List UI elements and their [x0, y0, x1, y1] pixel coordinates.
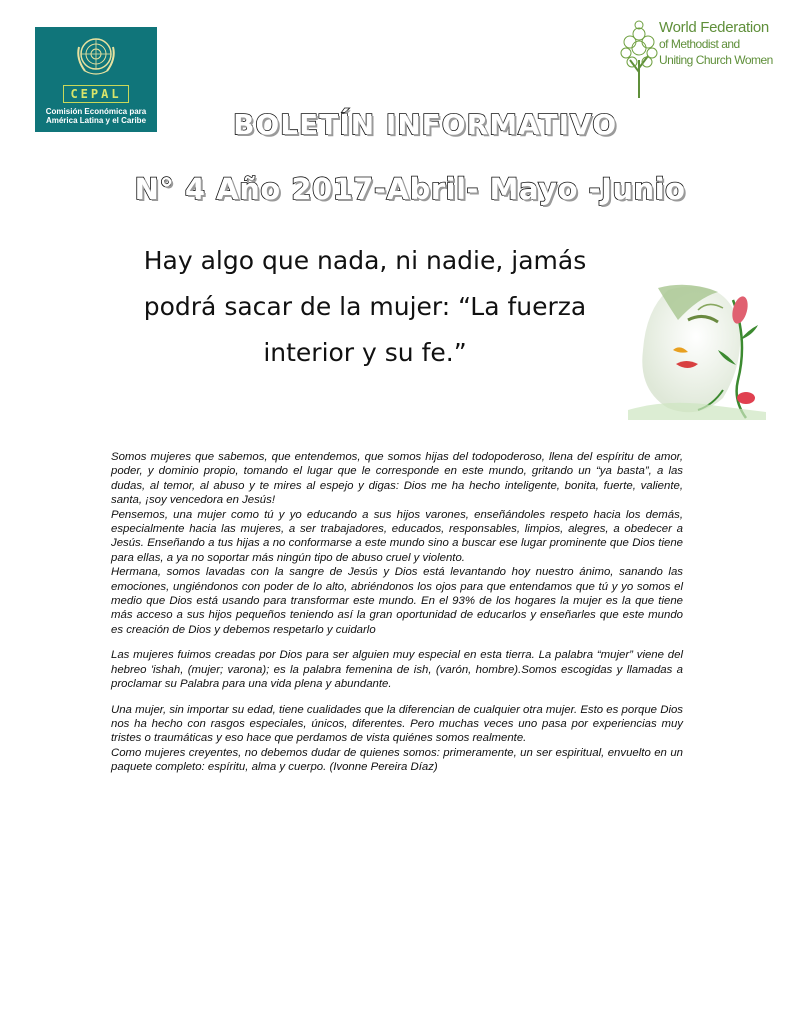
paragraph-1-part1: Somos mujeres que sabemos, que entendemos, que somos hijas del todopoderoso, llena del espíritu de amor, poder, y dominio propio, tomando el lugar que le corresponde en este mundo, gritando un “ya basta”, a las dudas, al temor, al abuso y te mires al espejo y digas: Dios me ha hecho inteligente, bonita, fuerte, valiente, santa, ¡soy vencedora en Jesús!: [111, 451, 683, 507]
cepal-name-line2: América Latina y el Caribe: [45, 116, 147, 125]
newsletter-title: BOLETÍN INFORMATIVO: [232, 108, 617, 141]
article-body: [111, 450, 683, 786]
cepal-name: [35, 107, 157, 125]
paragraph-3: [111, 703, 683, 775]
paragraph-3-part1: Una mujer, sin importar su edad, tiene cualidades que la diferencian de cualquier otra mujer. Esto es porque Dios nos ha hecho con rasgos especiales, únicos, diferentes. Pero muchas veces uno pasa por experiencias muy tristes o traumáticas y eso hace que perdamos de vista quiénes somos realmente.: [111, 703, 683, 745]
un-emblem-icon: [73, 33, 119, 79]
wf-line2: of Methodist and: [659, 37, 740, 51]
cepal-acronym: CEPAL: [63, 85, 128, 103]
tree-icon: [620, 20, 658, 100]
paragraph-2: Las mujeres fuimos creadas por Dios para ser alguien muy especial en esta tierra. La palabra “mujer” viene del hebreo 'ishah, (mujer; varona); es la palabra femenina de ish, (varón, hombre).Somos escogidas y llamadas a proclamar su Palabra para una vida plena y abundante.: [111, 649, 683, 691]
quote-line1: Hay algo que nada, ni nadie, jamás: [143, 246, 587, 275]
paragraph-1: [111, 450, 683, 637]
paragraph-1-part2: Pensemos, una mujer como tú y yo educando a sus hijos varones, enseñándoles respeto hacia los demás, especialmente hacia las mujeres, a ser trabajadores, educados, responsables, limpios, alegres, a obedecer a Jesús. Enseñando a tus hijas a no conformarse a este mundo sino a buscar ese lugar prominente que Dios tiene para ellas, a ya no soportar más ningún tipo de abuso cruel y violento.: [111, 508, 683, 564]
quote-line3: interior y su fe.”: [263, 338, 467, 367]
paragraph-1-part3: Hermana, somos lavadas con la sangre de Jesús y Dios está levantando hoy nuestro ánimo, sanando las emociones, ungiéndonos con poder de lo alto, abriéndonos los ojos para que entendamos que tú y yo somos el medio que Dios está usando para transformar este mundo. En el 93% de los hogares la mujer es la que tiene más acceso a sus hijos pequeños teniendo así la gran oportunidad de educarlos y enseñarles que este mundo es creación de Dios y debemos respetarlo y cuidarlo: [111, 566, 683, 636]
issue-subtitle: N° 4 Año 2017-Abril- Mayo -Junio: [134, 172, 686, 206]
cepal-name-line1: Comisión Económica para: [45, 107, 147, 116]
world-federation-name: [659, 20, 773, 68]
wf-line3: Uniting Church Women: [659, 53, 773, 67]
woman-face-illustration: [628, 280, 766, 420]
feature-quote: [105, 238, 625, 376]
quote-line2: podrá sacar de la mujer: “La fuerza: [143, 292, 587, 321]
paragraph-3-part2: Como mujeres creyentes, no debemos dudar de quienes somos: primeramente, un ser espiritual, envuelto en un paquete completo: espíritu, alma y cuerpo. (Ivonne Pereira Díaz): [111, 746, 683, 774]
wf-line1: World Federation: [659, 19, 769, 36]
cepal-logo: [35, 27, 157, 132]
world-federation-logo: [620, 19, 773, 100]
